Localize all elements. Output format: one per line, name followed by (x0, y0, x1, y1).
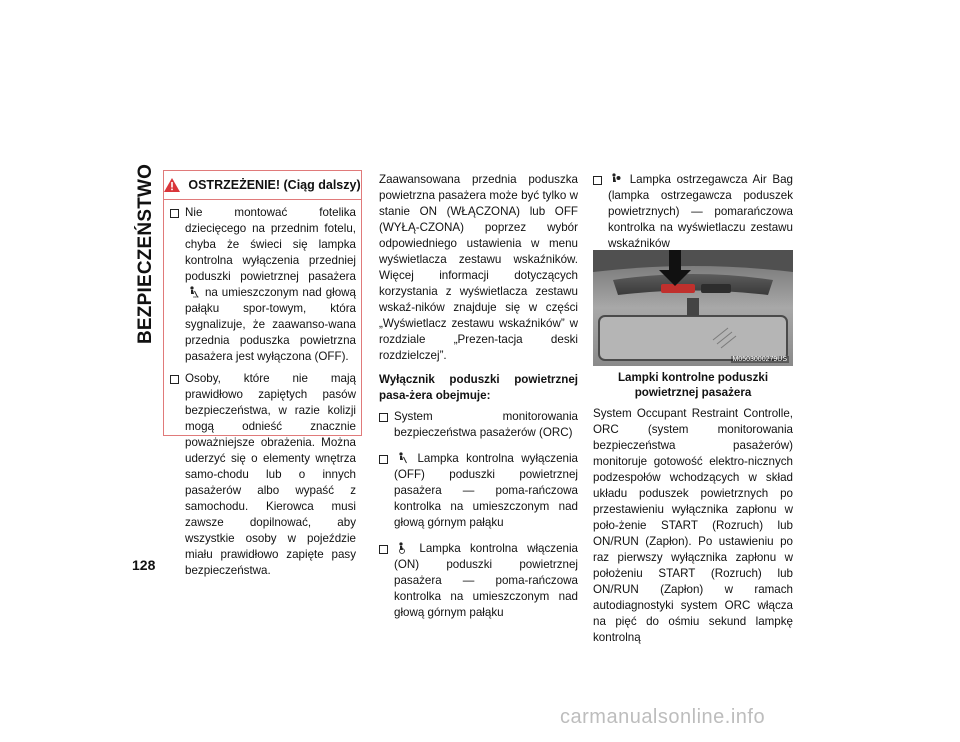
bullet-square-icon (170, 209, 179, 218)
page-number: 128 (132, 557, 156, 573)
bullet-square-icon (170, 375, 179, 384)
list-item-text: Lampka ostrzegawcza Air Bag (lampka ostrzegawcza poduszek powietrznych) — pomarańczowa kontrolka na wyświetlaczu zestawu wskaźników (608, 173, 793, 250)
middle-column (379, 172, 578, 627)
list-item (379, 451, 578, 531)
list-item (379, 541, 578, 621)
airbag-lamps-figure (593, 250, 793, 366)
list-item-text: Lampka kontrolna wyłączenia (OFF) poduszki powietrznej pasażera — poma-rańczowa kontrolka na umieszczonym nad głową górnym pałąku (394, 452, 578, 529)
airbag-off-icon (188, 286, 198, 298)
section-title-vertical: BEZPIECZEŃSTWO (135, 163, 156, 344)
figure-caption: Lampki kontrolne poduszki powietrznej pasażera (617, 371, 769, 399)
warning-box (163, 170, 362, 577)
airbag-warning-icon (611, 173, 621, 185)
airbag-on-lamp-icon (397, 542, 407, 554)
right-column (593, 172, 793, 258)
warning-content (170, 205, 356, 585)
list-item-text: System monitorowania bezpieczeństwa pasażerów (ORC) (394, 410, 578, 439)
warning-bullet-text-1b: na umieszczonym nad głową pałąku spor-towym, która sygnalizuje, że zaawanso-wana przednia poduszka powietrzna pasażera jest wyłączona (OFF). (185, 286, 356, 363)
warning-bullet (170, 205, 356, 365)
svg-text:OFF: OFF (193, 295, 199, 299)
bullet-square-icon (379, 413, 388, 422)
list-item-text: Lampka kontrolna włączenia (ON) poduszki powietrznej pasażera — poma-rańczowa kontrolka na umieszczonym nad głową górnym pałąku (394, 542, 578, 619)
figure-code: M0503000279US (732, 356, 787, 363)
warning-bullet (170, 371, 356, 579)
bullet-square-icon (379, 455, 388, 464)
warning-bullet-text-1a: Nie montować fotelika dziecięcego na przednim fotelu, chyba że świeci się lampka kontrolna wyłączenia przedniej poduszki powietrznej pasażera (185, 206, 356, 283)
list-item (379, 409, 578, 441)
orc-paragraph: System Occupant Restraint Controlle, ORC (system monitorowania bezpieczeństwa pasażerów) monitoruje gotowość elektro-nicznych podzespołów wchodzących w skład układu poduszek powietrznych po przestawieniu wyłącznika zapłonu w poło-żenie START (Rozruch) lub ON/RUN (Zapłon). Po ustawieniu po raz pierwszy wyłącznika zapłonu w położeniu START (Rozruch) lub ON/RUN (Zapłon) w ramach autodiagnostyki system ORC włącza na pięć do ośmiu sekund lampkę kontrolną (593, 407, 793, 644)
warning-triangle-icon (164, 178, 180, 192)
switch-heading: Wyłącznik poduszki powietrznej pasa-żera obejmuje: (379, 373, 578, 402)
watermark: carmanualsonline.info (560, 706, 766, 728)
warning-header (164, 171, 361, 200)
list-item (593, 172, 793, 252)
intro-paragraph: Zaawansowana przednia poduszka powietrzna pasażera może być tylko w stanie ON (WŁĄCZONA) lub OFF (WYŁĄ-CZONA) poprzez wybór odpowiedniego ustawienia w menu wyświetlacza zestawu wskaźników. Więcej informacji dotyczących korzystania z wyświetlacza zestawu wskaź-ników znajduje się w części „Wyświetlacz zestawu wskaźników” w rozdziale „Prezen-tacja deski rozdzielczej”. (379, 173, 578, 362)
bullet-square-icon (379, 545, 388, 554)
warning-title: OSTRZEŻENIE! (Ciąg dalszy) (188, 178, 361, 192)
airbag-off-lamp-icon (397, 452, 407, 464)
overhead-console-illustration (593, 250, 793, 366)
right-body (593, 406, 793, 646)
bullet-square-icon (593, 176, 602, 185)
warning-bullet-text-2: Osoby, które nie mają prawidłowo zapiętych pasów bezpieczeństwa, w razie kolizji mogą odnieść znacznie poważniejsze obrażenia. Można uderzyć się o elementy wnętrza samo-chodu lub o innych pasażerów albo wypaść z samochodu. Kierowca musi zawsze dopilnować, aby wszystkie osoby w pojeździe miału prawidłowo zapięte pasy bezpieczeństwa. (185, 372, 356, 577)
